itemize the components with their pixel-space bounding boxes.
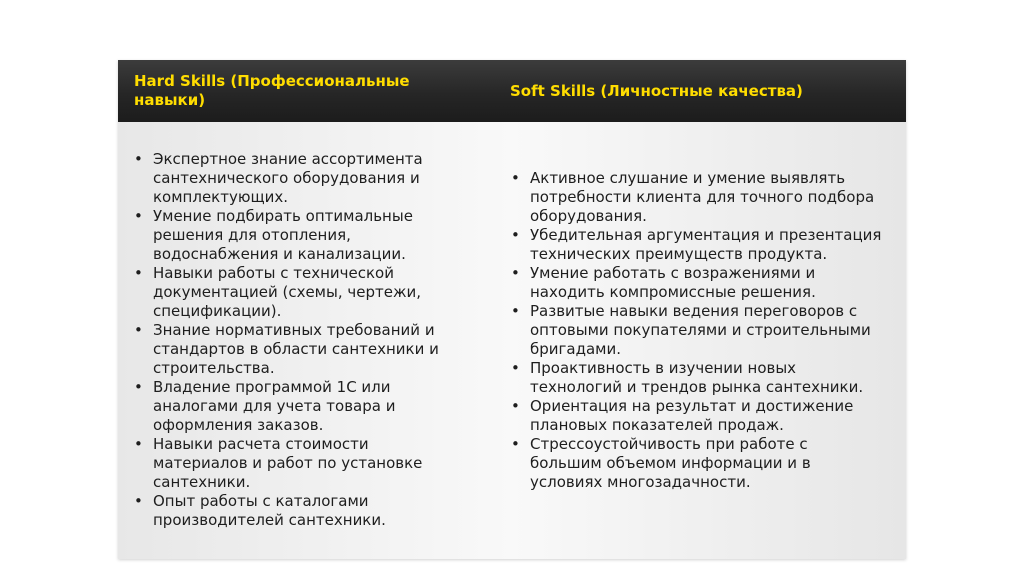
list-item (134, 378, 464, 435)
list-item-text: Развитые навыки ведения переговоров с оптовыми покупателями и строительными бригадами. (530, 302, 871, 358)
list-item (511, 397, 883, 435)
bullet-icon: • (134, 264, 143, 282)
list-item-text: Умение подбирать оптимальные решения для отопления, водоснабжения и канализации. (153, 207, 413, 263)
list-item (511, 264, 883, 302)
list-item (511, 226, 883, 264)
header-soft-skills: Soft Skills (Личностные качества) (510, 82, 803, 100)
list-item-text: Знание нормативных требований и стандартов в области сантехники и строительства. (153, 321, 439, 377)
list-item (134, 264, 464, 321)
skills-table (118, 60, 906, 559)
soft-skills-list (511, 169, 883, 492)
list-item-text: Владение программой 1С или аналогами для учета товара и оформления заказов. (153, 378, 396, 434)
bullet-icon: • (134, 492, 143, 510)
bullet-icon: • (134, 150, 143, 168)
bullet-icon: • (511, 359, 520, 377)
list-item (134, 321, 464, 378)
list-item-text: Проактивность в изучении новых технологий и трендов рынка сантехники. (530, 359, 864, 396)
bullet-icon: • (511, 397, 520, 415)
list-item (511, 359, 883, 397)
bullet-icon: • (511, 435, 520, 453)
list-item-text: Убедительная аргументация и презентация технических преимуществ продукта. (530, 226, 882, 263)
list-item (134, 492, 464, 530)
bullet-icon: • (511, 226, 520, 244)
list-item-text: Умение работать с возражениями и находить компромиссные решения. (530, 264, 816, 301)
list-item-text: Навыки работы с технической документацией (схемы, чертежи, спецификации). (153, 264, 421, 320)
list-item-text: Активное слушание и умение выявлять потребности клиента для точного подбора оборудования. (530, 169, 875, 225)
bullet-icon: • (511, 264, 520, 282)
header-hard-skills: Hard Skills (Профессиональные навыки) (134, 72, 410, 109)
list-item (134, 207, 464, 264)
list-item-text: Ориентация на результат и достижение плановых показателей продаж. (530, 397, 854, 434)
list-item-text: Стрессоустойчивость при работе с большим объемом информации и в условиях многозадачности. (530, 435, 811, 491)
bullet-icon: • (134, 435, 143, 453)
table-header (118, 60, 906, 122)
list-item (511, 435, 883, 492)
list-item-text: Опыт работы с каталогами производителей сантехники. (153, 492, 386, 529)
list-item-text: Навыки расчета стоимости материалов и работ по установке сантехники. (153, 435, 423, 491)
list-item-text: Экспертное знание ассортимента сантехнического оборудования и комплектующих. (153, 150, 423, 206)
hard-skills-list (134, 150, 464, 530)
bullet-icon: • (511, 169, 520, 187)
list-item (511, 302, 883, 359)
list-item (511, 169, 883, 226)
bullet-icon: • (134, 378, 143, 396)
list-item (134, 435, 464, 492)
bullet-icon: • (134, 207, 143, 225)
bullet-icon: • (134, 321, 143, 339)
list-item (134, 150, 464, 207)
bullet-icon: • (511, 302, 520, 320)
